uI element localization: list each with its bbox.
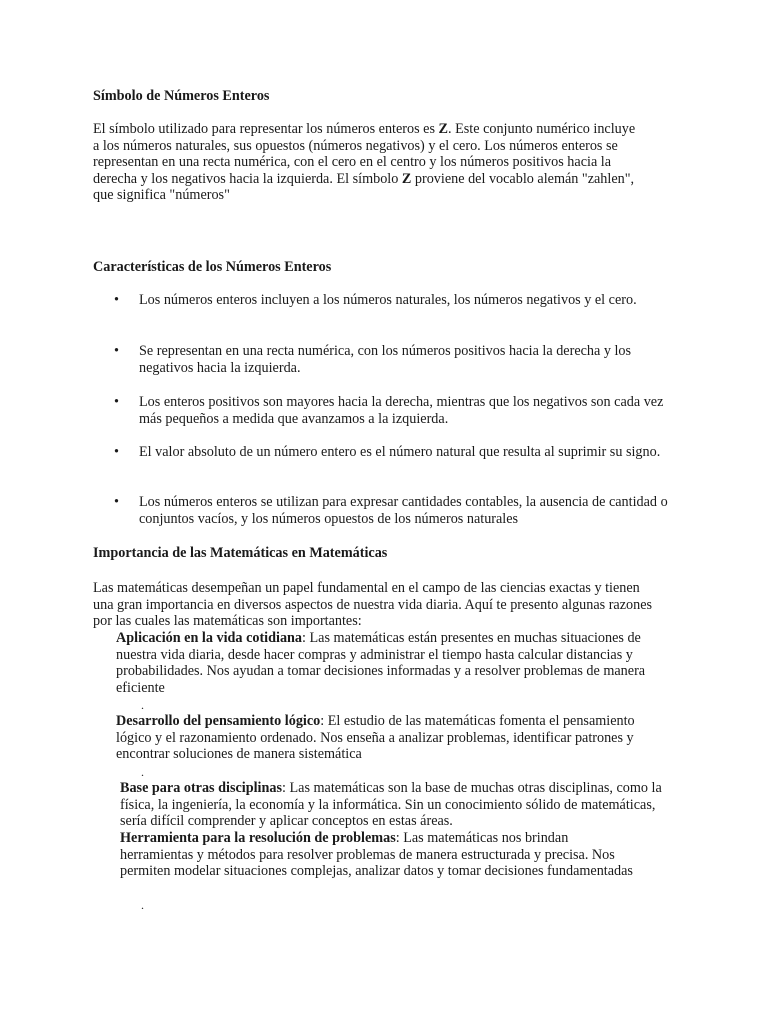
section-title-caracteristicas: Características de los Números Enteros	[93, 259, 332, 275]
section-title-simbolo: Símbolo de Números Enteros	[93, 88, 270, 104]
list-item-text: El valor absoluto de un número entero es el número natural que resulta al suprimir su signo.	[139, 444, 661, 460]
list-item-text: Los números enteros se utilizan para expresar cantidades contables, la ausencia de cantidad o conjuntos vacíos, y los números opuestos de los números naturales	[139, 494, 668, 527]
list-item-text: Los enteros positivos son mayores hacia la derecha, mientras que los negativos son cada vez más pequeños a medida que avanzamos a la izquierda.	[139, 394, 664, 427]
bullet-icon: •	[114, 444, 119, 460]
text-run: proviene del vocablo alemán "zahlen", que significa "números"	[93, 170, 635, 203]
text-run: . Este conjunto numérico incluye a los números naturales, sus opuestos (números negativos) y el cero. Los números enteros se representan en una recta numérica, con el cero en el centro y los números positivos hacia la derecha y los negativos hacia la izquierda. El símbolo	[93, 121, 636, 187]
text-run: El símbolo utilizado para representar los números enteros es	[93, 121, 439, 137]
stray-dot: .	[141, 698, 144, 712]
reason-item	[120, 830, 640, 880]
paragraph-simbolo	[93, 121, 638, 204]
bullet-icon: •	[114, 394, 119, 410]
stray-dot: .	[141, 898, 144, 912]
reason-term: Herramienta para la resolución de problemas	[120, 830, 396, 846]
bullet-icon: •	[114, 494, 119, 510]
reason-text: : Las matemáticas son la base de muchas otras disciplinas, como la física, la ingeniería, la economía y la informática. Sin un conocimiento sólido de matemáticas, sería difícil comprender y aplicar conceptos en estas áreas.	[120, 780, 662, 829]
list-item-text: Los números enteros incluyen a los números naturales, los números negativos y el cero.	[139, 292, 637, 308]
list-item-text: Se representan en una recta numérica, con los números positivos hacia la derecha y los negativos hacia la izquierda.	[139, 343, 632, 376]
section-title-importancia: Importancia de las Matemáticas en Matemáticas	[93, 545, 388, 561]
paragraph-importancia-intro: Las matemáticas desempeñan un papel fundamental en el campo de las ciencias exactas y tienen una gran importancia en diversos aspectos de nuestra vida diaria. Aquí te presento algunas razones por las cuales las matemáticas son importantes:	[93, 580, 653, 629]
reason-item	[116, 630, 646, 696]
symbol-z: Z	[401, 170, 412, 187]
bullet-icon: •	[114, 292, 119, 308]
reason-term: Desarrollo del pensamiento lógico	[116, 713, 321, 729]
symbol-z: Z	[438, 121, 448, 137]
reason-term: Aplicación en la vida cotidiana	[116, 630, 303, 646]
reason-text: : Las matemáticas nos brindan herramientas y métodos para resolver problemas de manera estructurada y precisa. Nos permiten modelar situaciones complejas, analizar datos y tomar decisiones fundamentadas	[120, 830, 633, 879]
reason-text: : Las matemáticas están presentes en muchas situaciones de nuestra vida diaria, desde hacer compras y administrar el tiempo hasta calcular distancias y probabilidades. Nos ayudan a tomar decisiones informadas y a resolver problemas de manera eficiente	[116, 630, 646, 696]
reason-term: Base para otras disciplinas	[120, 780, 282, 796]
reason-text: : El estudio de las matemáticas fomenta el pensamiento lógico y el razonamiento ordenado. Nos enseña a analizar problemas, identificar patrones y encontrar soluciones de manera sistemática	[116, 713, 635, 762]
bullet-icon: •	[114, 343, 119, 359]
reason-item	[116, 713, 636, 763]
stray-dot: .	[141, 765, 144, 779]
reason-item	[120, 780, 665, 830]
